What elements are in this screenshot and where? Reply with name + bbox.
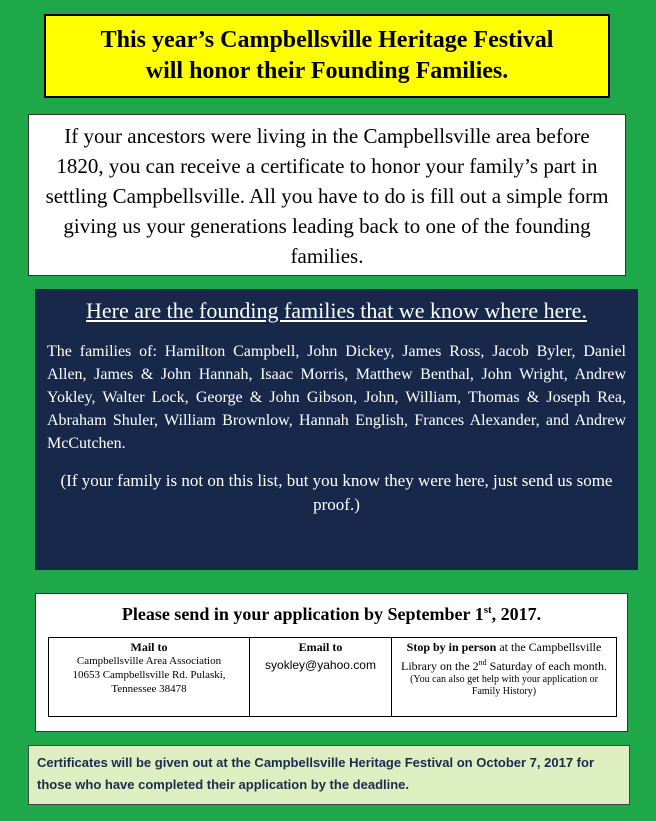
festival-banner [44, 14, 610, 98]
in-person-detail-1: at the Campbellsville Library on the 2 [401, 640, 602, 673]
deadline-year: , 2017. [491, 604, 542, 624]
families-note: (If your family is not on this list, but you know they were here, just send us some proof.) [60, 471, 613, 514]
certificates-text: Certificates will be given out at the Campbellsville Heritage Festival on October 7, 2017 for those who have completed their application by the deadline. [37, 755, 595, 792]
contact-options-table [48, 637, 617, 717]
mail-label: Mail to [130, 640, 168, 654]
application-deadline-heading [36, 598, 627, 626]
mail-address-line-2: 10653 Campbellsville Rd. Pulaski, [72, 669, 226, 681]
mail-cell [49, 638, 250, 717]
mail-address-line-1: Campbellsville Area Association [76, 655, 222, 667]
in-person-ordinal: nd [478, 658, 487, 667]
mail-address-line-3: Tennessee 38478 [111, 683, 187, 695]
email-cell [250, 638, 392, 717]
families-list: The families of: Hamilton Campbell, John Dickey, James Ross, Jacob Byler, Daniel Allen, James & John Hannah, Isaac Morris, Matthew Benthal, John Wright, Andrew Yokley, Walter Lock, George & John Gibson, John, William, Thomas & Joseph Rea, Abraham Shuler, William Brownlow, Hannah English, Frances Alexander, and Andrew McCutchen. [47, 343, 626, 452]
in-person-note: (You can also get help with your application or Family History) [410, 674, 598, 697]
deadline-ordinal: st [483, 604, 492, 616]
in-person-cell [392, 638, 617, 717]
founding-families-panel [35, 289, 638, 570]
email-address-link[interactable]: syokley@yahoo.com [265, 658, 376, 672]
certificates-panel [28, 745, 630, 805]
intro-text: If your ancestors were living in the Campbellsville area before 1820, you can receive a certificate to honor your family’s part in settling Campbellsville. All you have to do is fill out a simple form giving us your generations leading back to one of the founding families. [45, 124, 609, 268]
banner-line-1: This year’s Campbellsville Heritage Festival [100, 27, 554, 53]
families-heading: Here are the founding families that we know where here. [86, 298, 587, 323]
application-panel [35, 593, 628, 732]
intro-panel [28, 114, 626, 276]
in-person-label: Stop by in person [406, 640, 497, 654]
email-label: Email to [298, 640, 343, 654]
in-person-detail-2: Saturday of each month. [486, 659, 607, 673]
in-person-text [395, 640, 613, 674]
banner-line-2: will honor their Founding Families. [145, 58, 509, 84]
deadline-text: Please send in your application by September 1 [121, 604, 484, 624]
